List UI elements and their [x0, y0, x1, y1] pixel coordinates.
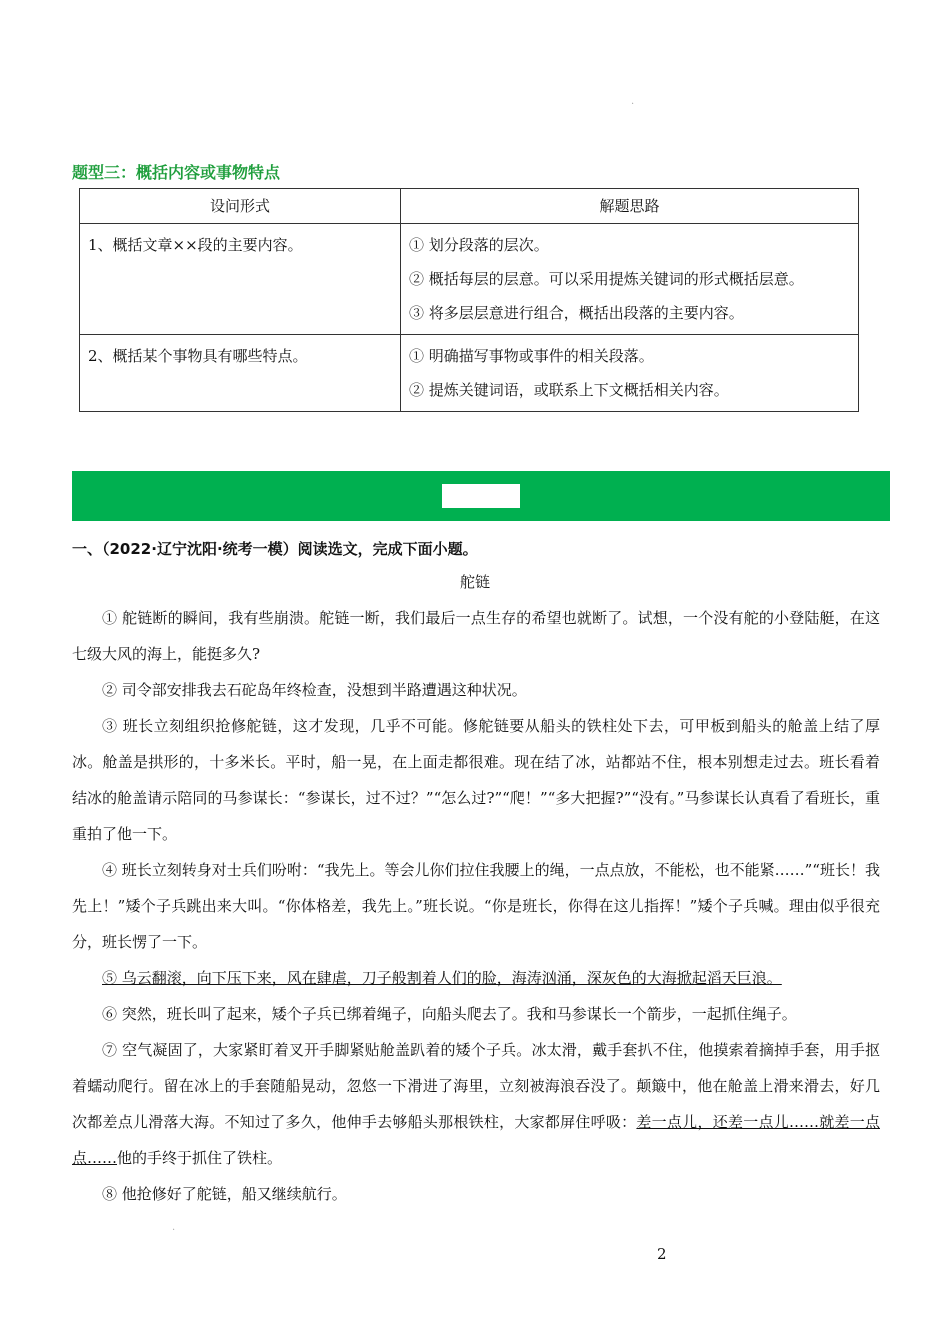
- section-banner: [72, 471, 890, 521]
- paragraph-7-text: ⑦ 空气凝固了，大家紧盯着叉开手脚紧贴舱盖趴着的矮个子兵。冰太滑，戴手套扒不住，他摸索着摘掉手套，用手抠着蠕动爬行。留在冰上的手套随船晃动，忽悠一下滑进了海里，立刻被海浪吞没了。颠簸中，他在舱盖上滑来滑去，好几次都差点儿滑落大海。不知过了多久，他伸手去够船头那根铁柱，大家都屏住呼吸：: [72, 1041, 880, 1131]
- paragraph-3: ③ 班长立刻组织抢修舵链，这才发现，几乎不可能。修舵链要从船头的铁柱处下去，可甲板到船头的舱盖上结了厚冰。舱盖是拱形的，十多米长。平时，船一晃，在上面走都很难。现在结了冰，站都站不住，根本别想走过去。班长看着结冰的舱盖请示陪同的马参谋长：“参谋长，过不过？”“怎么过?”“爬！”“多大把握?”“没有。”马参谋长认真看了看班长，重重拍了他一下。: [72, 717, 880, 843]
- step-item: ① 划分段落的层次。: [409, 236, 549, 254]
- paragraph-6: ⑥ 突然，班长叫了起来，矮个子兵已绑着绳子，向船头爬去了。我和马参谋长一个箭步，一起抓住绳子。: [102, 1005, 797, 1023]
- paragraph-5: [72, 960, 880, 996]
- table-header-question-form: 设问形式: [80, 189, 401, 224]
- step-item: ② 概括每层的层意。可以采用提炼关键词的形式概括层意。: [409, 270, 804, 288]
- step-item: ① 明确描写事物或事件的相关段落。: [409, 347, 654, 365]
- top-dot: .: [631, 96, 635, 107]
- passage-body: [72, 600, 880, 1212]
- question-text: 1、概括文章××段的主要内容。: [88, 236, 303, 254]
- table-row: [80, 335, 859, 412]
- underlined-sentence: ⑤ 乌云翻滚，向下压下来，风在肆虐，刀子般割着人们的脸，海涛汹涌，深灰色的大海掀起滔天巨浪。: [102, 969, 782, 987]
- paragraph-2: ② 司令部安排我去石砣岛年终检查，没想到半路遭遇这种状况。: [102, 681, 527, 699]
- paragraph-7-ending: 他的手终于抓住了铁柱。: [117, 1149, 283, 1167]
- paragraph-7: [72, 1032, 880, 1176]
- table-row: [80, 224, 859, 335]
- banner-label-box: [442, 484, 520, 508]
- table-cell-question: [80, 224, 401, 335]
- method-table: [79, 188, 859, 412]
- table-header-solution-approach: 解题思路: [401, 189, 859, 224]
- table-cell-question: [80, 335, 401, 412]
- table-header-row: [80, 189, 859, 224]
- question-text: 2、概括某个事物具有哪些特点。: [88, 347, 308, 365]
- bottom-dot: .: [172, 1222, 176, 1233]
- paragraph-8: ⑧ 他抢修好了舵链，船又继续航行。: [102, 1185, 347, 1203]
- page-number: 2: [657, 1245, 667, 1263]
- step-item: ③ 将多层层意进行组合，概括出段落的主要内容。: [409, 304, 744, 322]
- paragraph-1: ① 舵链断的瞬间，我有些崩溃。舵链一断，我们最后一点生存的希望也就断了。试想，一个没有舵的小登陆艇，在这七级大风的海上，能挺多久?: [72, 609, 880, 663]
- question-title: 一、（2022·辽宁沈阳·统考一模）阅读选文，完成下面小题。: [72, 540, 478, 558]
- table-cell-steps: [401, 224, 859, 335]
- table-cell-steps: [401, 335, 859, 412]
- section-title: 题型三：概括内容或事物特点: [72, 163, 281, 182]
- step-item: ② 提炼关键词语，或联系上下文概括相关内容。: [409, 381, 729, 399]
- passage-title: 舵链: [459, 573, 490, 591]
- paragraph-4: ④ 班长立刻转身对士兵们吩咐：“我先上。等会儿你们拉住我腰上的绳，一点点放，不能松，也不能紧……”“班长！我先上！”矮个子兵跳出来大叫。“你体格差，我先上。”班长说。“你是班长，你得在这儿指挥！”矮个子兵喊。理由似乎很充分，班长愣了一下。: [72, 861, 880, 951]
- underlined-phrase: 差一点儿，还差一点儿……就差一点点……: [72, 1113, 880, 1167]
